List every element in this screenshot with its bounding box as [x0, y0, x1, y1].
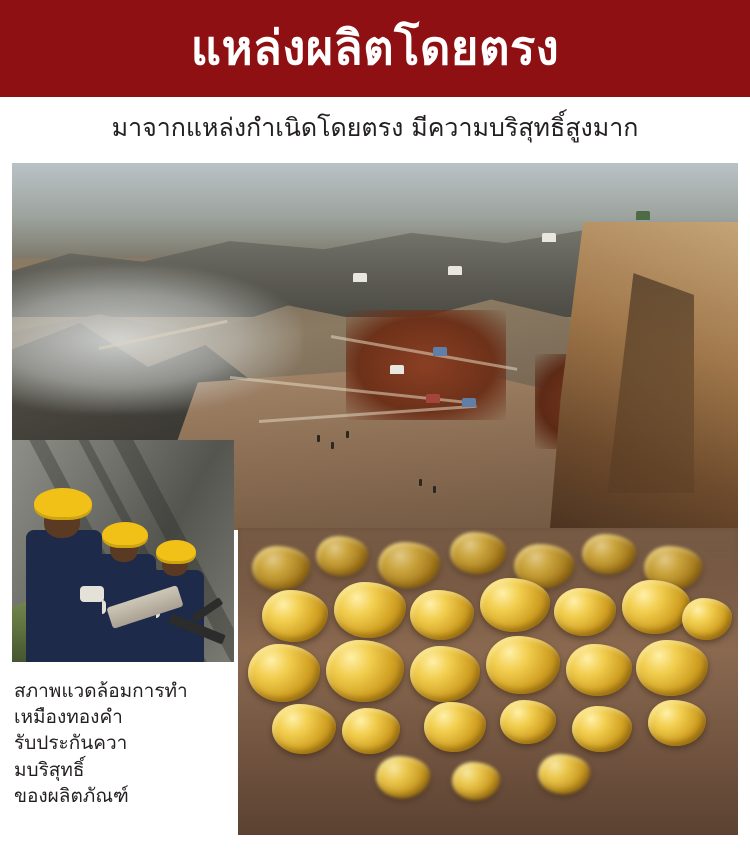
- caption-line-2: เหมืองทองคำ: [14, 706, 123, 729]
- worker-figure: [346, 431, 349, 438]
- worker-figure: [419, 479, 422, 486]
- subtitle-text: มาจากแหล่งกำเนิดโดยตรง มีความบริสุทธิ์สูงมาก: [111, 113, 639, 143]
- subtitle-bar: [0, 97, 750, 159]
- worker-figure: [317, 435, 320, 442]
- caption-line-1: สภาพแวดล้อมการทำ: [14, 680, 188, 702]
- header-banner: [0, 0, 750, 97]
- caption-block: [14, 678, 228, 809]
- tent: [448, 266, 462, 275]
- miner-front: [18, 486, 110, 662]
- tent: [462, 398, 476, 407]
- worker-figure: [331, 442, 334, 449]
- tent: [426, 394, 440, 403]
- tent: [433, 347, 447, 356]
- tent: [390, 365, 404, 374]
- hard-hat-icon: [34, 488, 92, 520]
- caption-line-3: รับประกันควา: [14, 732, 128, 755]
- tent: [353, 273, 367, 282]
- page-title: แหล่งผลิตโดยตรง: [190, 20, 560, 76]
- dust-cloud: [12, 266, 302, 413]
- caption-line-4: มบริสุทธิ์: [14, 758, 85, 781]
- caption-line-5: ของผลิตภัณฑ์: [14, 784, 129, 807]
- worker-figure: [433, 486, 436, 493]
- gold-nuggets-photo: [238, 528, 738, 835]
- miner-glove: [80, 586, 104, 602]
- tent: [542, 233, 556, 242]
- miners-photo: [12, 440, 234, 662]
- tent: [636, 211, 650, 220]
- red-earth-patch-a: [346, 310, 506, 420]
